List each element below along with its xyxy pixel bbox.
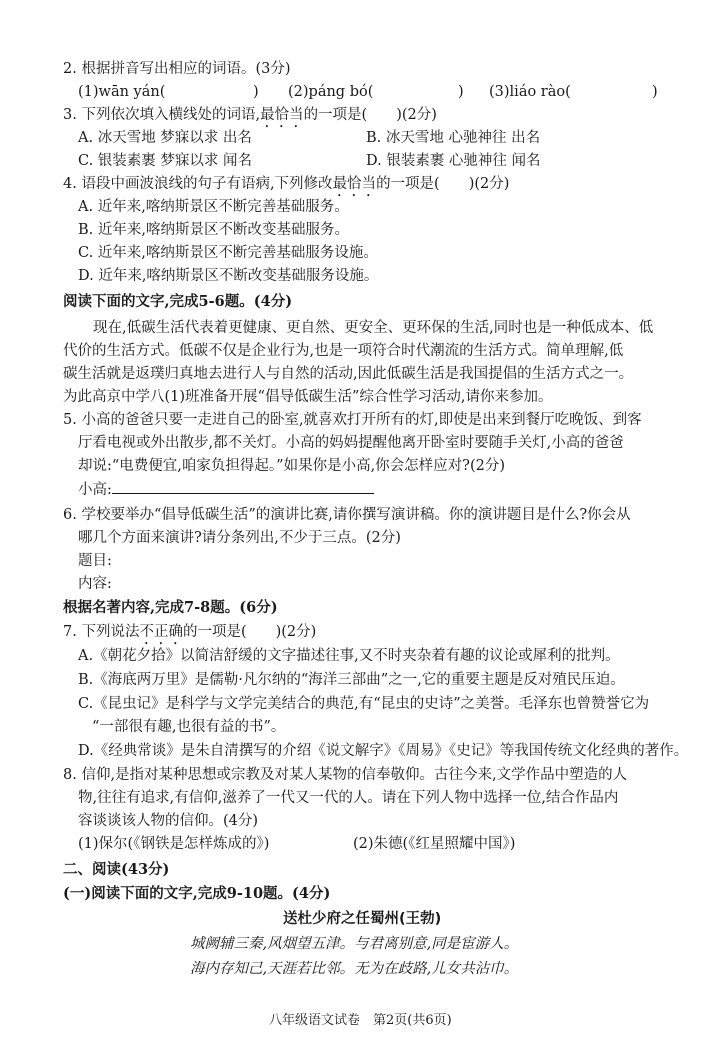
- q4-stem-text-b: 的一项是( )(2分): [376, 176, 510, 192]
- q2-item-2: (2)páng bó(: [288, 84, 374, 100]
- reading-5-6-line-4: 为此高京中学八(1)班准备开展“倡导低碳生活”综合性学习活动,请你来参加。: [63, 389, 553, 405]
- q5-line-1: 5. 小高的爸爸只要一走进自己的卧室,就喜欢打开所有的灯,即使是出来到餐厅吃晚饭、到客: [63, 412, 642, 428]
- q4-option-b: B. 近年来,喀纳斯景区不断改变基础服务。: [78, 222, 349, 238]
- q6-line-2: 哪几个方面来演讲?请分条列出,不少于三点。(2分): [78, 530, 401, 546]
- poem-title: 送杜少府之任蜀州(王勃): [283, 911, 442, 927]
- reading-5-6-line-1: 现在,低碳生活代表着更健康、更自然、更安全、更环保的生活,同时也是一种低成本、低: [93, 320, 654, 336]
- q2-stem: 2. 根据拼音写出相应的词语。(3分): [63, 61, 291, 77]
- q7-stem-emphasis: 不正确: [139, 624, 183, 640]
- q3-stem-text-b: 的一项是( )(2分): [303, 107, 437, 123]
- q8-line-3: 容谈谈该人物的信仰。(4分): [78, 813, 259, 829]
- q7-option-c-line-1: C.《昆虫记》是科学与文学完美结合的典范,有“昆虫的史诗”之美誉。毛泽东也曾赞誉它为: [78, 696, 650, 712]
- q7-stem-text-b: 的一项是( )(2分): [182, 624, 317, 640]
- q3-option-c: C. 银装素裹 梦寐以求 闻名: [78, 153, 253, 169]
- reading-7-8-heading: 根据名著内容,完成7-8题。(6分): [63, 599, 278, 616]
- q4-option-a: A. 近年来,喀纳斯景区不断完善基础服务。: [78, 199, 349, 215]
- q5-answer-blank[interactable]: [112, 479, 374, 494]
- q8-option-1: (1)保尔(《钢铁是怎样炼成的》): [78, 836, 270, 852]
- q2-item-3-close: ): [652, 84, 658, 100]
- q4-option-c: C. 近年来,喀纳斯景区不断完善基础服务设施。: [78, 245, 378, 261]
- reading-5-6-line-3: 碳生活就是返璞归真地去进行人与自然的活动,因此低碳生活是我国提倡的生活方式之一。: [63, 366, 634, 382]
- section-2-subheading: (一)阅读下面的文字,完成9-10题。(4分): [63, 885, 331, 902]
- q5-answer-line: [78, 479, 374, 500]
- q3-option-a: A. 冰天雪地 梦寐以求 出名: [78, 130, 252, 146]
- q7-option-a: A.《朝花夕拾》以简洁舒缓的文字描述往事,又不时夹杂着有趣的议论或犀利的批判。: [78, 648, 620, 664]
- section-2-heading: 二、阅读(43分): [63, 861, 170, 878]
- q2-item-1: (1)wān yán(: [78, 84, 166, 100]
- q7-option-d: D.《经典常谈》是朱自清撰写的介绍《说文解字》《周易》《史记》等我国传统文化经典的著作。: [78, 743, 689, 759]
- q4-stem-emphasis: 最恰当: [332, 176, 377, 192]
- q6-line-1: 6. 学校要举办“倡导低碳生活”的演讲比赛,请你撰写演讲稿。你的演讲题目是什么?你会从: [63, 507, 631, 523]
- q3-stem-text-a: 3. 下列依次填入横线处的词语,: [63, 107, 261, 123]
- q7-stem: [63, 622, 316, 648]
- reading-5-6-heading: 阅读下面的文字,完成5-6题。(4分): [63, 293, 293, 310]
- q5-line-3: 却说:“电费便宜,咱家负担得起。”如果你是小高,你会怎样应对?(2分): [78, 458, 505, 474]
- poem-line-1: 城阙辅三秦,风烟望五津。与君离别意,同是宦游人。: [190, 936, 519, 952]
- q4-stem-text-a: 4. 语段中画波浪线的句子有语病,下列修改: [63, 176, 333, 192]
- q8-option-2: (2)朱德(《红星照耀中国》): [353, 836, 516, 852]
- q2-item-2-close: ): [458, 84, 464, 100]
- q5-line-2: 厅看电视或外出散步,都不关灯。小高的妈妈提醒他离开卧室时要随手关灯,小高的爸爸: [78, 435, 624, 451]
- q7-option-b: B.《海底两万里》是儒勒·凡尔纳的“海洋三部曲”之一,它的重要主题是反对殖民压迫。: [78, 672, 625, 688]
- q3-option-d: D. 银装素裹 心驰神往 闻名: [366, 153, 541, 169]
- poem-line-2: 海内存知己,天涯若比邻。无为在歧路,儿女共沾巾。: [190, 961, 519, 977]
- q5-answer-label: 小高:: [78, 482, 112, 498]
- q2-item-3: (3)liáo rào(: [489, 84, 571, 100]
- q3-stem-emphasis: 最恰当: [260, 107, 304, 123]
- q3-option-b: B. 冰天雪地 心驰神往 出名: [366, 130, 541, 146]
- q6-content-label: 内容:: [78, 576, 112, 592]
- q8-line-1: 8. 信仰,是指对某种思想或宗教及对某人某物的信奉敬仰。古往今来,文学作品中塑造的人: [63, 767, 628, 783]
- q8-line-2: 物,往往有追求,有信仰,滋养了一代又一代的人。请在下列人物中选择一位,结合作品内: [78, 790, 619, 806]
- page-footer: 八年级语文试卷 第2页(共6页): [269, 1013, 452, 1028]
- q7-stem-text-a: 7. 下列说法: [63, 624, 140, 640]
- reading-5-6-line-2: 代价的生活方式。低碳不仅是企业行为,也是一项符合时代潮流的生活方式。简单理解,低: [63, 343, 624, 359]
- q4-option-d: D. 近年来,喀纳斯景区不断改变基础服务设施。: [78, 268, 379, 284]
- q2-item-1-close: ): [253, 84, 259, 100]
- q7-option-c-line-2: “一部很有趣,也很有益的书”。: [92, 719, 286, 735]
- q6-title-label: 题目:: [78, 553, 112, 569]
